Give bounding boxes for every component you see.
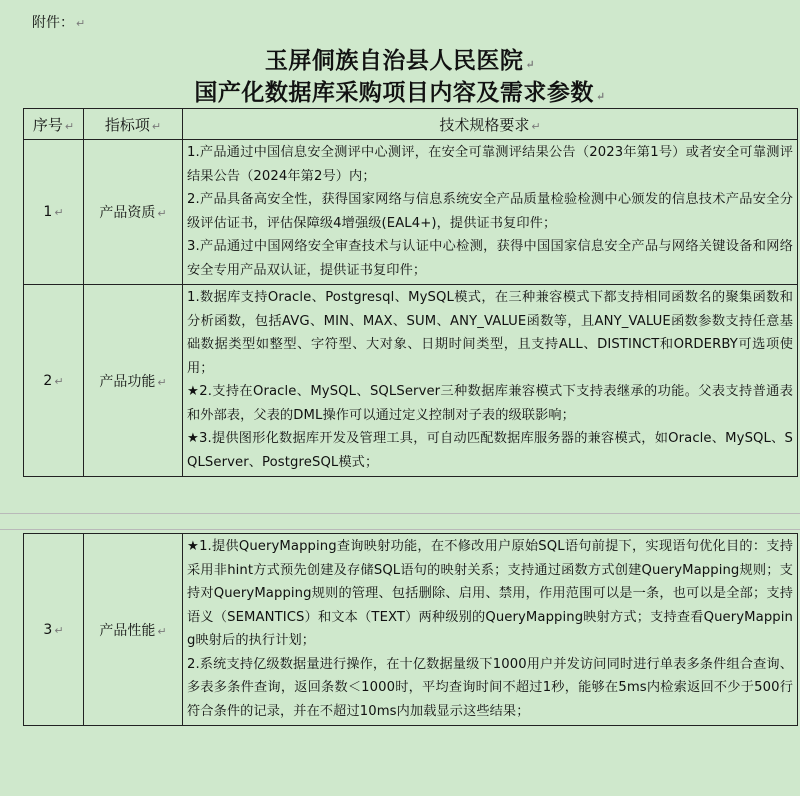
row-item: 产品资质 ↵ [84, 140, 183, 285]
page-break [0, 510, 800, 532]
requirement-paragraph: ★2.支持在Oracle、MySQL、SQLServer三种数据库兼容模式下支持表继承的功能。父表支持普通表和外部表，父表的DML操作可以通过定义控制对子表的级联影响； [187, 384, 793, 423]
table-header-row [24, 109, 798, 140]
requirement-paragraph: 1.产品通过中国信息安全测评中心测评，在安全可靠测评结果公告（2023年第1号）或者安全可靠测评结果公告（2024年第2号）内； [187, 145, 793, 184]
row-number: 1 ↵ [24, 140, 84, 285]
page-edge-line [0, 529, 800, 530]
row-requirements [183, 140, 798, 285]
requirement-paragraph: 2.产品具备高安全性，获得国家网络与信息系统安全产品质量检验检测中心颁发的信息技术产品安全分级评估证书，评估保障级4增强级(EAL4+)，提供证书复印件； [187, 192, 793, 231]
table-row [24, 285, 798, 477]
row-requirements [183, 285, 798, 477]
paragraph-mark-icon: ↵ [525, 58, 536, 71]
header-spec: 技术规格要求 ↵ [183, 109, 798, 140]
requirement-paragraph: ★1.提供QueryMapping查询映射功能，在不修改用户原始SQL语句前提下，实现语句优化目的：支持采用非hint方式预先创建及存储SQL语句的映射关系；支持通过函数方式创建QueryMapping规则；支持对QueryMapping规则的管理、包括删除、启用、禁用，作用范围可以是一条，也可以是全部；支持语义（SEMANTICS）和文本（TEXT）两种级别的QueryMapping映射方式；支持查看QueryMapping映射后的执行计划； [187, 539, 793, 648]
row-number: 2 ↵ [24, 285, 84, 477]
row-item: 产品功能 ↵ [84, 285, 183, 477]
spec-table-page1 [23, 108, 798, 477]
requirement-paragraph: 1.数据库支持Oracle、Postgresql、MySQL模式，在三种兼容模式下都支持相同函数名的聚集函数和分析函数，包括AVG、MIN、MAX、SUM、ANY_VALUE函数等，且ANY_VALUE函数参数支持任意基础数据类型如整型、字符型、大对象、日期时间类型，且支持ALL、DISTINCT和ORDERBY可选项使用； [187, 290, 793, 376]
attachment-label: 附件： ↵ [32, 15, 86, 31]
row-number: 3 ↵ [24, 534, 84, 726]
header-item: 指标项 ↵ [84, 109, 183, 140]
header-number: 序号 ↵ [24, 109, 84, 140]
spec-table-page2 [23, 533, 798, 726]
requirement-paragraph: 2.系统支持亿级数据量进行操作，在十亿数据量级下1000用户并发访问同时进行单表多条件组合查询、多表多条件查询，返回条数＜1000时，平均查询时间不超过1秒，能够在5ms内检索返回不少于500行符合条件的记录，并在不超过10ms内加载显示这些结果； [187, 656, 793, 719]
row-item: 产品性能 ↵ [84, 534, 183, 726]
row-requirements [183, 534, 798, 726]
page-edge-line [0, 513, 800, 514]
requirement-paragraph: 3.产品通过中国网络安全审查技术与认证中心检测，获得中国国家信息安全产品与网络关键设备和网络安全专用产品双认证，提供证书复印件； [187, 239, 793, 278]
table-row [24, 140, 798, 285]
paragraph-mark-icon: ↵ [595, 90, 606, 103]
document-title-line2: 国产化数据库采购项目内容及需求参数 ↵ [194, 79, 606, 106]
requirement-paragraph: ★3.提供图形化数据库开发及管理工具，可自动匹配数据库服务器的兼容模式，如Oracle、MySQL、SQLServer、PostgreSQL模式； [187, 431, 793, 470]
table-row [24, 534, 798, 726]
document-title-line1: 玉屏侗族自治县人民医院 ↵ [264, 47, 536, 74]
